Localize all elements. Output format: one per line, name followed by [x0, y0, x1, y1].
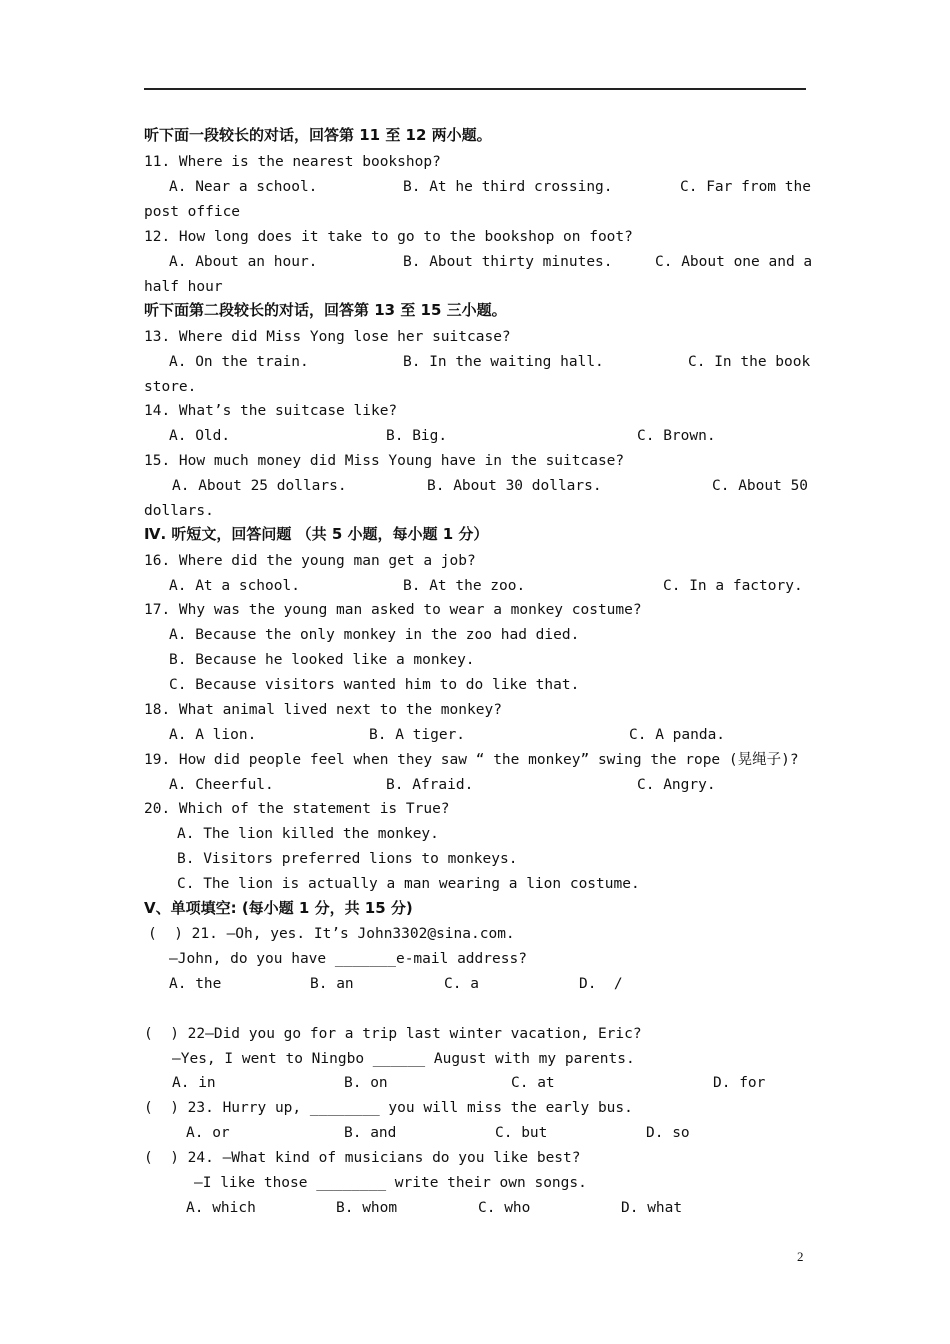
header-rule	[144, 88, 806, 90]
option-22-a: A. in	[172, 1075, 216, 1091]
option-19-a: A. Cheerful.	[169, 777, 274, 793]
option-17-a: A. Because the only monkey in the zoo had died.	[169, 627, 580, 643]
option-23-b: B. and	[344, 1125, 397, 1141]
question-18: 18. What animal lived next to the monkey?	[144, 702, 502, 718]
option-12-b: B. About thirty minutes.	[403, 254, 613, 270]
page-number: 2	[797, 1249, 804, 1264]
question-23: ( ) 23. Hurry up, ________ you will miss the early bus.	[144, 1100, 633, 1116]
option-13-b: B. In the waiting hall.	[403, 354, 604, 370]
option-16-b: B. At the zoo.	[403, 578, 526, 594]
option-14-a: A. Old.	[169, 428, 231, 444]
option-12-a: A. About an hour.	[169, 254, 318, 270]
option-13-c-continued: store.	[144, 379, 197, 395]
option-13-a: A. On the train.	[169, 354, 309, 370]
section-heading-dialog2: 听下面第二段较长的对话，回答第 13 至 15 三小题。	[144, 301, 507, 319]
option-16-a: A. At a school.	[169, 578, 300, 594]
option-20-b: B. Visitors preferred lions to monkeys.	[177, 851, 518, 867]
option-12-c-continued: half hour	[144, 279, 223, 295]
section-heading-dialog1: 听下面一段较长的对话，回答第 11 至 12 两小题。	[144, 126, 492, 144]
question-24-line2: —I like those ________ write their own songs.	[194, 1175, 587, 1191]
option-21-a: A. the	[169, 976, 222, 992]
option-11-a: A. Near a school.	[169, 179, 318, 195]
option-14-c: C. Brown.	[637, 428, 716, 444]
option-15-c: C. About 50	[712, 478, 809, 494]
option-21-c: C. a	[444, 976, 479, 992]
option-24-d: D. what	[621, 1200, 683, 1216]
option-19-b: B. Afraid.	[386, 777, 474, 793]
question-22: ( ) 22—Did you go for a trip last winter vacation, Eric?	[144, 1026, 642, 1042]
option-20-c: C. The lion is actually a man wearing a lion costume.	[177, 876, 640, 892]
option-22-c: C. at	[511, 1075, 555, 1091]
option-18-b: B. A tiger.	[369, 727, 466, 743]
option-16-c: C. In a factory.	[663, 578, 803, 594]
option-21-b: B. an	[310, 976, 354, 992]
option-23-a: A. or	[186, 1125, 230, 1141]
option-24-c: C. who	[478, 1200, 531, 1216]
option-11-c: C. Far from the	[680, 179, 811, 195]
option-22-d: D. for	[713, 1075, 766, 1091]
section-heading-iv: Ⅳ. 听短文，回答问题 （共 5 小题，每小题 1 分）	[144, 525, 489, 543]
question-22-line2: —Yes, I went to Ningbo ______ August with my parents.	[172, 1051, 635, 1067]
option-11-c-continued: post office	[144, 204, 241, 220]
option-21-d: D. /	[579, 976, 623, 992]
question-12: 12. How long does it take to go to the bookshop on foot?	[144, 229, 633, 245]
option-23-c: C. but	[495, 1125, 548, 1141]
question-17: 17. Why was the young man asked to wear a monkey costume?	[144, 602, 642, 618]
option-24-b: B. whom	[336, 1200, 398, 1216]
option-18-c: C. A panda.	[629, 727, 726, 743]
option-18-a: A. A lion.	[169, 727, 257, 743]
option-13-c: C. In the book	[688, 354, 811, 370]
option-15-c-continued: dollars.	[144, 503, 214, 519]
question-14: 14. What’s the suitcase like?	[144, 403, 398, 419]
option-20-a: A. The lion killed the monkey.	[177, 826, 439, 842]
option-17-b: B. Because he looked like a monkey.	[169, 652, 475, 668]
question-16: 16. Where did the young man get a job?	[144, 553, 476, 569]
option-23-d: D. so	[646, 1125, 690, 1141]
question-24: ( ) 24. —What kind of musicians do you like best?	[144, 1150, 581, 1166]
question-15: 15. How much money did Miss Young have in the suitcase?	[144, 453, 625, 469]
option-22-b: B. on	[344, 1075, 388, 1091]
option-24-a: A. which	[186, 1200, 256, 1216]
option-14-b: B. Big.	[386, 428, 448, 444]
section-heading-v: Ⅴ、单项填空: (每小题 1 分，共 15 分)	[144, 899, 413, 917]
question-13: 13. Where did Miss Yong lose her suitcase?	[144, 329, 511, 345]
option-17-c: C. Because visitors wanted him to do like that.	[169, 677, 580, 693]
question-20: 20. Which of the statement is True?	[144, 801, 450, 817]
option-15-b: B. About 30 dollars.	[427, 478, 602, 494]
question-21-line2: —John, do you have _______e-mail address?	[169, 951, 527, 967]
question-21: ( ) 21. —Oh, yes. It’s John3302@sina.com.	[148, 926, 515, 942]
option-11-b: B. At he third crossing.	[403, 179, 613, 195]
question-11: 11. Where is the nearest bookshop?	[144, 154, 441, 170]
option-19-c: C. Angry.	[637, 777, 716, 793]
option-15-a: A. About 25 dollars.	[172, 478, 347, 494]
question-19: 19. How did people feel when they saw “ the monkey” swing the rope (晃绳子)?	[144, 752, 799, 768]
option-12-c: C. About one and a	[655, 254, 813, 270]
